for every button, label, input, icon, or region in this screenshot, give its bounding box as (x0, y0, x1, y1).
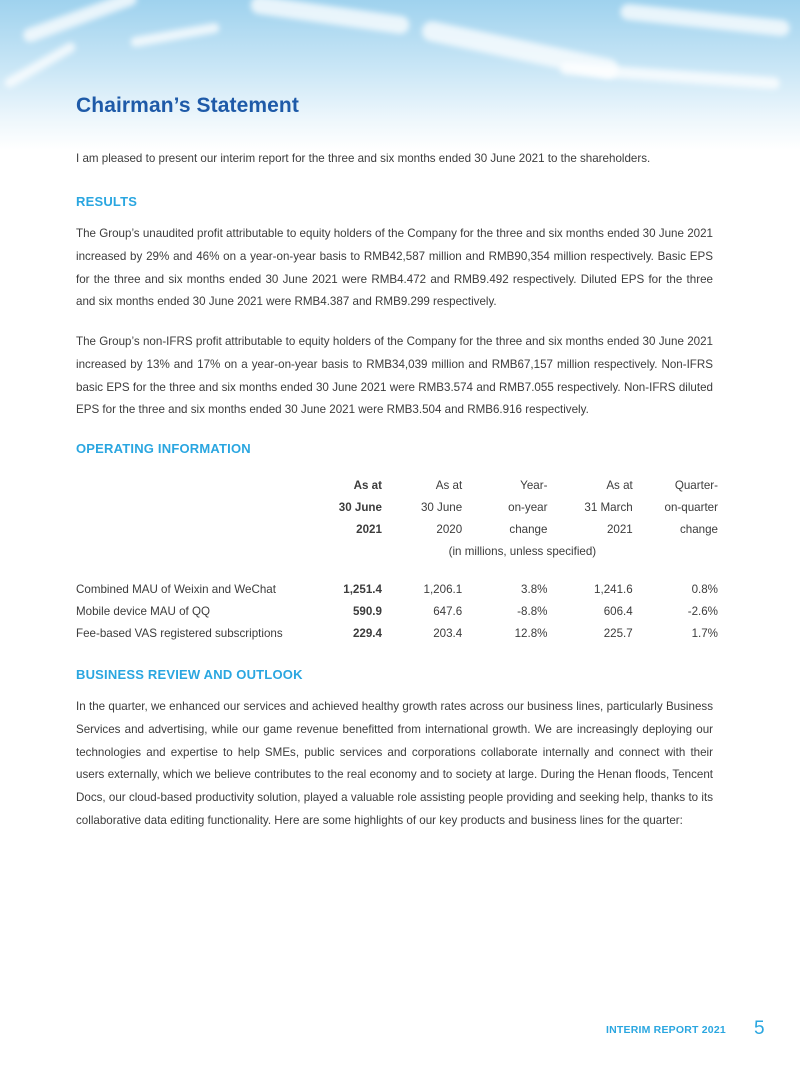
page-title: Chairman’s Statement (76, 94, 299, 117)
results-heading: RESULTS (76, 194, 138, 209)
business-heading: BUSINESS REVIEW AND OUTLOOK (76, 667, 303, 682)
unit-note: (in millions, unless specified) (448, 544, 597, 558)
table-cell: 225.7 (603, 626, 633, 640)
table-header-cell: 30 June (338, 500, 382, 514)
table-header-cell: 2021 (606, 522, 633, 536)
table-header-cell: 30 June (420, 500, 463, 514)
table-header-cell: As at (606, 478, 633, 492)
operating-table (76, 474, 718, 644)
results-paragraph-2: The Group’s non-IFRS profit attributable to equity holders of the Company for the three and six months ended 30 June 2021 increased by 13% and 17% on a year-on-year basis to RMB34,039 million and RMB67,157 million respectively. Non-IFRS basic EPS for the three and six months ended 30 June 2021 were RMB3.574 and RMB7.055 respectively. Non-IFRS diluted EPS for the three and six months ended 30 June 2021 were RMB3.504 and RMB6.916 respectively. (76, 335, 713, 417)
table-cell: 1,206.1 (423, 582, 463, 596)
table-cell: 12.8% (514, 626, 548, 640)
table-cell: 229.4 (352, 626, 382, 640)
table-header-cell: on-year (508, 500, 548, 514)
results-paragraph-1: The Group’s unaudited profit attributable to equity holders of the Company for the three and six months ended 30 June 2021 increased by 29% and 46% on a year-on-year basis to RMB42,587 million and RMB90,354 million respectively. Basic EPS for the three and six months ended 30 June 2021 were RMB4.472 and RMB9.492 respectively. Diluted EPS for the three and six months ended 30 June 2021 were RMB4.387 and RMB9.299 respectively. (76, 227, 713, 309)
table-header-row (76, 474, 718, 496)
table-cell: 203.4 (433, 626, 463, 640)
row-label: Mobile device MAU of QQ (76, 604, 211, 618)
table-header-cell: 31 March (584, 500, 633, 514)
table-row (76, 622, 718, 644)
table-header-cell: Quarter- (674, 478, 718, 492)
page-number: 5 (754, 1018, 765, 1039)
table-header-cell: As at (353, 478, 382, 492)
table-cell: -2.6% (687, 604, 718, 618)
table-cell: 0.8% (691, 582, 718, 596)
table-row (76, 600, 718, 622)
row-label: Combined MAU of Weixin and WeChat (76, 582, 276, 596)
table-cell: -8.8% (517, 604, 548, 618)
table-cell: 1.7% (691, 626, 718, 640)
table-cell: 590.9 (352, 604, 382, 618)
table-header-cell: change (679, 522, 718, 536)
table-unit-row (76, 540, 718, 562)
table-cell: 1,251.4 (343, 582, 382, 596)
table-cell: 3.8% (521, 582, 548, 596)
table-cell: 606.4 (603, 604, 633, 618)
table-header-cell: change (509, 522, 548, 536)
intro-paragraph: I am pleased to present our interim report for the three and six months ended 30 June 2021 to the shareholders. (76, 152, 651, 165)
business-paragraph: In the quarter, we enhanced our services and achieved healthy growth rates across our business lines, particularly Business Services and advertising, while our game revenue benefitted from international growth. We are increasingly deploying our technologies and expertise to help SMEs, public services and corporations collaborate internally and connect with their users externally, which we believe contributes to the real economy and to society at large. During the Henan floods, Tencent Docs, our cloud-based productivity solution, played a valuable role assisting people providing and seeking help, thanks to its collaborative data editing functionality. Here are some highlights of our key products and business lines for the quarter: (76, 700, 713, 827)
row-label: Fee-based VAS registered subscriptions (76, 626, 283, 640)
footer-report-label: INTERIM REPORT 2021 (606, 1024, 726, 1036)
operating-heading: OPERATING INFORMATION (76, 441, 251, 456)
table-header-cell: As at (435, 478, 463, 492)
table-cell: 647.6 (433, 604, 463, 618)
table-header-cell: 2020 (436, 522, 463, 536)
header-banner (0, 0, 800, 150)
table-cell: 1,241.6 (594, 582, 633, 596)
table-header-row (76, 518, 718, 540)
table-header-cell: Year- (520, 478, 548, 492)
table-row (76, 578, 718, 600)
table-header-cell: on-quarter (664, 500, 718, 514)
table-header-cell: 2021 (356, 522, 382, 536)
table-header-row (76, 496, 718, 518)
